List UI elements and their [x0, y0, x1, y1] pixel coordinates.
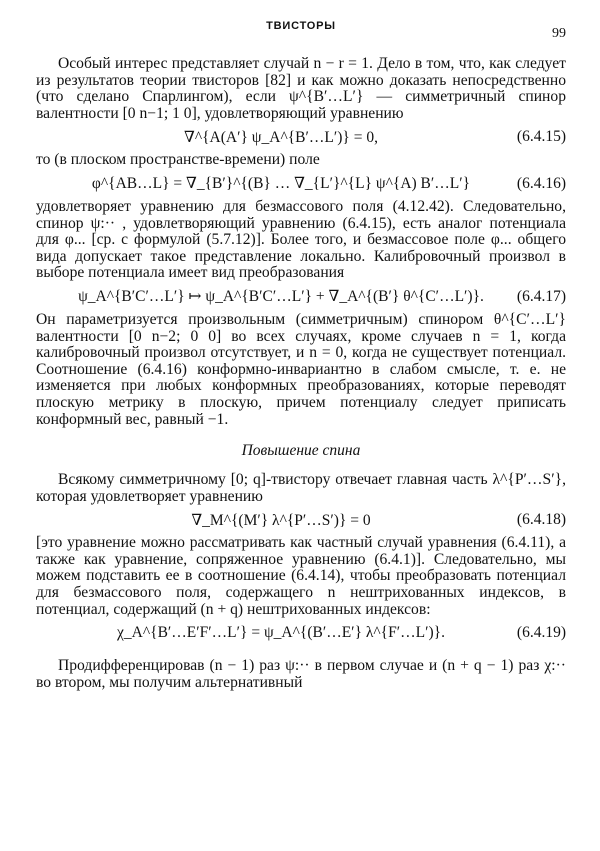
equation-expression: ∇^{A(A′} ψ_A^{B′…L′)} = 0,	[184, 128, 378, 146]
page-header	[36, 20, 566, 40]
equation-expression: ∇_M^{(M′} λ^{P′…S′)} = 0	[191, 511, 371, 529]
equation-number: (6.4.16)	[516, 174, 566, 192]
paragraph-3: удовлетворяет уравнению для безмассового поля (4.12.42). Следовательно, спинор ψ:·· , удовлетворяющий уравнению (6.4.15), есть аналог потенциала для φ... [ср. с формулой (5.7.12)]. Более того, и безмассовое поле φ... общего вида допускает такое представление локально. Калибровочный произвол в выборе потенциала имеет вид преобразования	[36, 197, 566, 282]
equation-expression: χ_A^{B′…E′F′…L′} = ψ_A^{(B′…E′} λ^{F′…L′)}.	[117, 624, 445, 642]
running-title: ТВИСТОРЫ	[266, 20, 336, 32]
paragraph-5: Всякому симметричному [0; q]-твистору отвечает главная часть λ^{P′…S′}, которая удовлетворяет уравнению	[36, 471, 566, 505]
page-body	[36, 56, 566, 691]
equation-expression: ψ_A^{B′C′…L′} ↦ ψ_A^{B′C′…L′} + ∇_A^{(B′} θ^{C′…L′)}.	[78, 288, 484, 306]
equation-number: (6.4.19)	[516, 624, 566, 642]
equation-6-4-19	[36, 618, 566, 648]
paragraph-4: Он параметризуется произвольным (симметричным) спинором θ^{C′…L′} валентности [0 n−2; 0 0] во всех случаях, кроме случаев n = 1, когда калибровочный произвол отсутствует, и n = 0, когда не существует потенциал. Соотношение (6.4.16) конформно-инвариантно в слабом смысле, т. е. не изменяется при любых конформных преобразованиях, которые переводят плоскую метрику в плоскую, причем потенциалу следует приписать конформный вес, равный −1.	[36, 310, 566, 428]
equation-6-4-18	[36, 505, 566, 535]
equation-number: (6.4.18)	[516, 511, 566, 529]
equation-6-4-17	[36, 282, 566, 312]
equation-number: (6.4.17)	[516, 287, 566, 305]
equation-expression: φ^{AB…L} = ∇_{B′}^{(B} … ∇_{L′}^{L} ψ^{A) B′…L′}	[91, 175, 471, 193]
paragraph-2: то (в плоском пространстве-времени) поле	[36, 151, 320, 169]
equation-number: (6.4.15)	[516, 128, 566, 146]
paragraph-1: Особый интерес представляет случай n − r = 1. Дело в том, что, как следует из результатов теории твисторов [82] и как можно доказать непосредственно (что сделано Спарлингом), если ψ^{B′…L′} — симметричный спинор валентности [0 n−1; 1 0], удовлетворяющий уравнению	[36, 55, 566, 122]
section-title: Повышение спина	[241, 442, 361, 460]
equation-6-4-15	[36, 122, 566, 152]
paragraph-6: [это уравнение можно рассматривать как частный случай уравнения (6.4.11), а также как уравнение, сопряженное уравнению (6.4.1)]. Следовательно, мы можем подставить ее в соотношение (6.4.14), чтобы преобразовать потенциал для безмассового поля, содержащего n нештрихованных индексов, в потенциал, содержащий (n + q) нештрихованных индексов:	[36, 534, 566, 618]
equation-6-4-16	[36, 169, 566, 199]
paragraph-7: Продифференцировав (n − 1) раз ψ:·· в первом случае и (n + q − 1) раз χ:·· во втором, мы получим альтернативный	[36, 657, 566, 691]
page-number: 99	[552, 26, 566, 41]
